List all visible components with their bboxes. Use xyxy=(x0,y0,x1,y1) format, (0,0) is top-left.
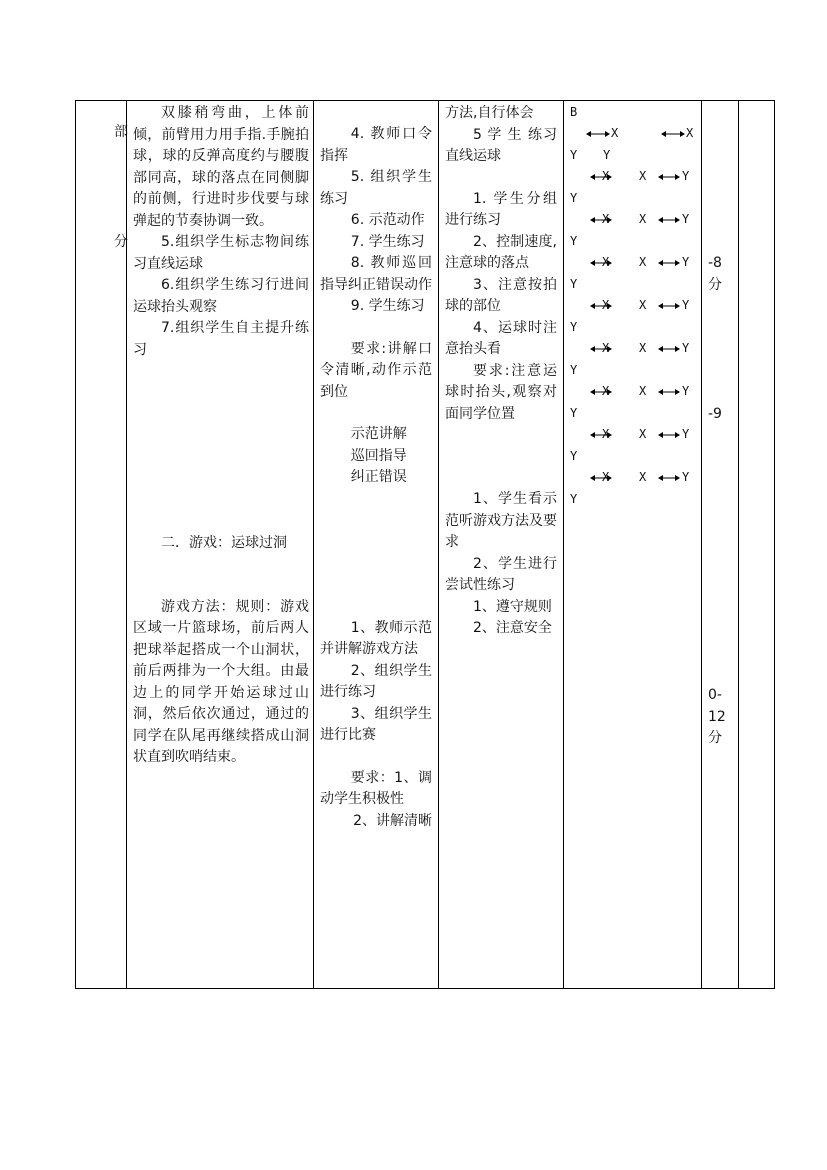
game-method: 游戏方法：规则：游戏区域一片篮球场，前后两人把球举起搭成一个山洞状， 前后两排为一个大组。由最边上的同学开始运球过山洞，然后依次通过，通过的同学在队尾再继续搭成山洞状直到吹哨结束。 xyxy=(133,598,309,765)
double-arrow-icon xyxy=(658,303,680,309)
diagram-label-b: B xyxy=(570,105,578,119)
double-arrow-icon xyxy=(661,131,685,137)
diagram-y: Y xyxy=(570,406,578,420)
teacher-step-4: 4. 教师口令指挥 xyxy=(320,126,432,164)
teacher-game-requirement-2: 2、讲解清晰 xyxy=(353,812,432,829)
diagram-x: X xyxy=(639,427,647,441)
student-step-4: 4、运球时注意抬头看 xyxy=(445,319,557,357)
double-arrow-icon xyxy=(658,432,680,438)
teacher-game-step-3: 3、组织学生进行比赛 xyxy=(320,705,432,743)
double-arrow-icon xyxy=(658,260,680,266)
diagram-x: X xyxy=(602,169,610,183)
diagram-y: Y xyxy=(570,492,578,506)
teacher-demo-3: 纠正错误 xyxy=(350,469,407,485)
diagram-x: X xyxy=(602,255,610,269)
content-column xyxy=(133,103,309,769)
diagram-x: X xyxy=(602,470,610,484)
practice-item-7: 7.组织学生自主提升练习 xyxy=(133,320,309,358)
diagram-x: X xyxy=(686,126,694,140)
column-divider xyxy=(701,101,702,988)
teacher-game-step-2: 2、组织学生进行练习 xyxy=(320,662,432,700)
diagram-y: Y xyxy=(570,449,578,463)
student-game-step-1: 1、学生看示范听游戏方法及要求 xyxy=(445,491,557,550)
teacher-requirement: 要求:讲解口令清晰,动作示范到位 xyxy=(320,340,432,400)
teacher-step-5: 5. 组织学生练习 xyxy=(320,169,432,207)
double-arrow-icon xyxy=(658,346,680,352)
diagram-y: Y xyxy=(570,234,578,248)
lesson-table xyxy=(75,100,775,989)
diagram-x: X xyxy=(602,298,610,312)
student-step-2: 2、控制速度,注意球的落点 xyxy=(445,233,557,271)
diagram-y: Y xyxy=(682,470,690,484)
diagram-x: X xyxy=(639,341,647,355)
column-divider xyxy=(438,101,439,988)
diagram-x: X xyxy=(602,212,610,226)
diagram-y: Y xyxy=(682,212,690,226)
diagram-x: X xyxy=(639,212,647,226)
teacher-game-step-1: 1、教师示范并讲解游戏方法 xyxy=(320,619,432,657)
diagram-x: X xyxy=(639,169,647,183)
student-method-line: 方法,自行体会 xyxy=(445,105,534,121)
student-game-step-2: 2、学生进行尝试性练习 xyxy=(445,555,557,593)
student-game-rule-1: 1、遵守规则 xyxy=(473,598,552,615)
teacher-step-8: 8. 教师巡回指导纠正错误动作 xyxy=(320,255,432,293)
diagram-x: X xyxy=(639,298,647,312)
teacher-step-9: 9. 学生练习 xyxy=(350,298,425,314)
diagram-x: X xyxy=(639,255,647,269)
student-step-1: 1. 学生分组进行练习 xyxy=(445,190,557,228)
diagram-y: Y xyxy=(682,169,690,183)
diagram-y: Y xyxy=(603,148,611,162)
teacher-demo-2: 巡回指导 xyxy=(350,447,407,464)
student-step-3: 3、注意按拍球的部位 xyxy=(445,276,557,314)
diagram-y: Y xyxy=(682,255,690,269)
diagram-y: Y xyxy=(570,320,578,334)
section-label-top: 部 xyxy=(114,124,128,140)
diagram-y: Y xyxy=(570,277,578,291)
time-segment-1: -8 分 xyxy=(708,255,722,293)
student-requirement: 要求:注意运球时抬头,观察对面同学位置 xyxy=(445,362,557,422)
diagram-x: X xyxy=(639,384,647,398)
diagram-y: Y xyxy=(682,341,690,355)
section-label-bottom: 分 xyxy=(114,234,128,250)
student-column xyxy=(445,103,557,640)
diagram-x: X xyxy=(602,384,610,398)
column-divider xyxy=(563,101,564,988)
technique-description: 双膝稍弯曲，上体前倾，前臂用力用手指.手腕拍球，球的反弹高度约与腰腹部同高，球的落点在同侧脚的前侧，行进时步伐要与球弹起的节奏协调一致。 xyxy=(133,105,309,229)
teacher-demo-1: 示范讲解 xyxy=(350,426,407,442)
teacher-step-6: 6. 示范动作 xyxy=(350,212,425,228)
column-divider xyxy=(738,101,739,988)
double-arrow-icon xyxy=(658,475,680,481)
diagram-y: Y xyxy=(682,427,690,441)
teacher-column xyxy=(320,124,432,832)
student-game-rule-2: 2、注意安全 xyxy=(473,620,552,636)
diagram-x: X xyxy=(602,341,610,355)
diagram-y: Y xyxy=(682,298,690,312)
diagram-x: X xyxy=(602,427,610,441)
diagram-y: Y xyxy=(570,363,578,377)
double-arrow-icon xyxy=(658,174,680,180)
double-arrow-icon xyxy=(586,131,610,137)
student-step-5: 5 学 生 练习直线运球 xyxy=(445,126,557,164)
practice-item-6: 6.组织学生练习行进间运球抬头观察 xyxy=(133,277,309,315)
teacher-step-7: 7. 学生练习 xyxy=(350,233,425,250)
time-segment-3: 0- 12 分 xyxy=(708,687,726,746)
time-segment-2: -9 xyxy=(708,406,722,422)
diagram-y: Y xyxy=(570,191,578,205)
double-arrow-icon xyxy=(658,217,680,223)
diagram-x: X xyxy=(639,470,647,484)
diagram-y: Y xyxy=(570,148,578,162)
teacher-game-requirement: 要求：1、调动学生积极性 xyxy=(320,769,432,807)
game-title: 二．游戏：运球过洞 xyxy=(161,535,287,551)
diagram-y: Y xyxy=(682,384,690,398)
column-divider xyxy=(313,101,314,988)
diagram-x: X xyxy=(611,126,619,140)
practice-item-5: 5.组织学生标志物间练习直线运球 xyxy=(133,234,309,272)
double-arrow-icon xyxy=(658,389,680,395)
